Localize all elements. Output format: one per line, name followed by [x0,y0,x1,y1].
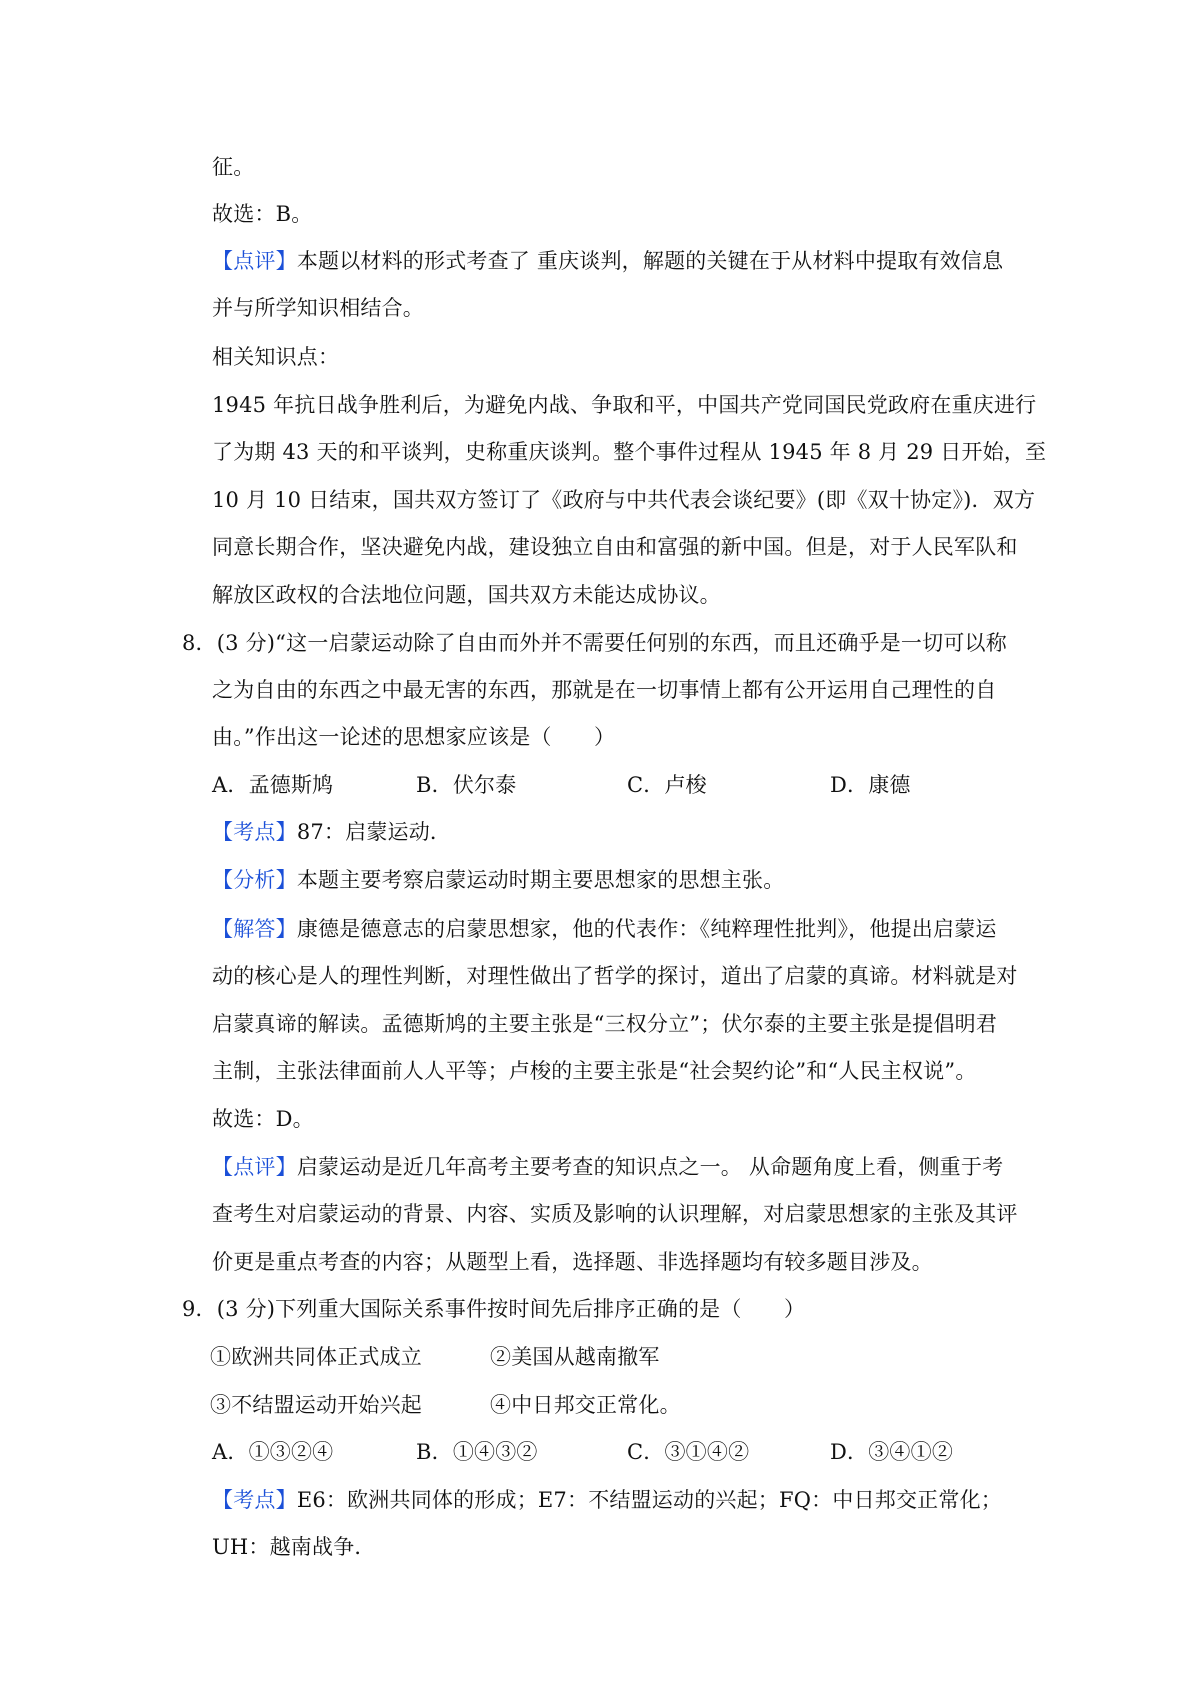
fenxi-text: 本题主要考察启蒙运动时期主要思想家的思想主张。 [296,868,785,892]
jieda-tag: 【解答】 [212,917,297,941]
fenxi-line [212,865,784,895]
comment-line [212,1152,1003,1182]
comment-text: 本题以材料的形式考查了 重庆谈判，解题的关键在于从材料中提取有效信息 [296,249,1004,273]
text-line: 主制，主张法律面前人人平等；卢梭的主要主张是“社会契约论”和“人民主权说”。 [212,1059,977,1083]
comment-line [212,246,1003,276]
option-b: B．①④③② [416,1440,538,1464]
question-9-line: 9．(3 分)下列重大国际关系事件按时间先后排序正确的是（ ） [182,1297,806,1321]
text-line: 征。 [212,155,255,179]
text-line: 1945 年抗日战争胜利后，为避免内战、争取和平，中国共产党同国民党政府在重庆进行 [212,393,1037,417]
fenxi-tag: 【分析】 [212,868,297,892]
comment-tag: 【点评】 [212,1155,297,1179]
text-line: 10 月 10 日结束，国共双方签订了《政府与中共代表会谈纪要》(即《双十协定》)．双方 [212,488,1036,512]
option-c: C．卢梭 [627,773,707,797]
kaodian-line [212,1485,1002,1515]
kaodian-text: 87：启蒙运动． [296,820,452,844]
text-line: 相关知识点： [212,345,340,369]
text-line: 同意长期合作，坚决避免内战，建设独立自由和富强的新中国。但是，对于人民军队和 [212,535,1018,559]
option-d: D．康德 [830,773,911,797]
event-item-4: ④中日邦交正常化。 [490,1393,681,1417]
kaodian-line [212,817,451,847]
kaodian-tag: 【考点】 [212,820,297,844]
question-8-line: 由。”作出这一论述的思想家应该是（ ） [212,725,616,749]
event-item-2: ②美国从越南撤军 [490,1345,660,1369]
answer-line: 故选：D。 [212,1107,314,1131]
comment-text: 启蒙运动是近几年高考主要考查的知识点之一。 从命题角度上看，侧重于考 [296,1155,1004,1179]
question-8-line: 之为自由的东西之中最无害的东西，那就是在一切事情上都有公开运用自己理性的自 [212,678,997,702]
event-item-3: ③不结盟运动开始兴起 [210,1393,422,1417]
jieda-line [212,914,997,944]
option-b: B．伏尔泰 [416,773,517,797]
text-line: 动的核心是人的理性判断，对理性做出了哲学的探讨，道出了启蒙的真谛。材料就是对 [212,964,1018,988]
event-item-1: ①欧洲共同体正式成立 [210,1345,422,1369]
option-c: C．③①④② [627,1440,750,1464]
option-d: D．③④①② [830,1440,954,1464]
option-a: A．①③②④ [212,1440,334,1464]
text-line: 价更是重点考查的内容；从题型上看，选择题、非选择题均有较多题目涉及。 [212,1250,933,1274]
text-line: 并与所学知识相结合。 [212,296,424,320]
text-line: 查考生对启蒙运动的背景、内容、实质及影响的认识理解，对启蒙思想家的主张及其评 [212,1202,1018,1226]
text-line: 启蒙真谛的解读。孟德斯鸠的主要主张是“三权分立”；伏尔泰的主要主张是提倡明君 [212,1012,998,1036]
comment-tag: 【点评】 [212,249,297,273]
jieda-text: 康德是德意志的启蒙思想家，他的代表作：《纯粹理性批判》，他提出启蒙运 [296,917,997,941]
text-line: UH：越南战争． [212,1535,376,1559]
kaodian-text: E6：欧洲共同体的形成；E7：不结盟运动的兴起；FQ：中日邦交正常化； [296,1488,1002,1512]
answer-line: 故选：B。 [212,202,313,226]
option-a: A．孟德斯鸠 [212,773,334,797]
kaodian-tag: 【考点】 [212,1488,297,1512]
text-line: 解放区政权的合法地位问题，国共双方未能达成协议。 [212,583,721,607]
question-8-line: 8．(3 分)“这一启蒙运动除了自由而外并不需要任何别的东西，而且还确乎是一切可以称 [182,631,1007,655]
text-line: 了为期 43 天的和平谈判，史称重庆谈判。整个事件过程从 1945 年 8 月 29 日开始，至 [212,440,1047,464]
